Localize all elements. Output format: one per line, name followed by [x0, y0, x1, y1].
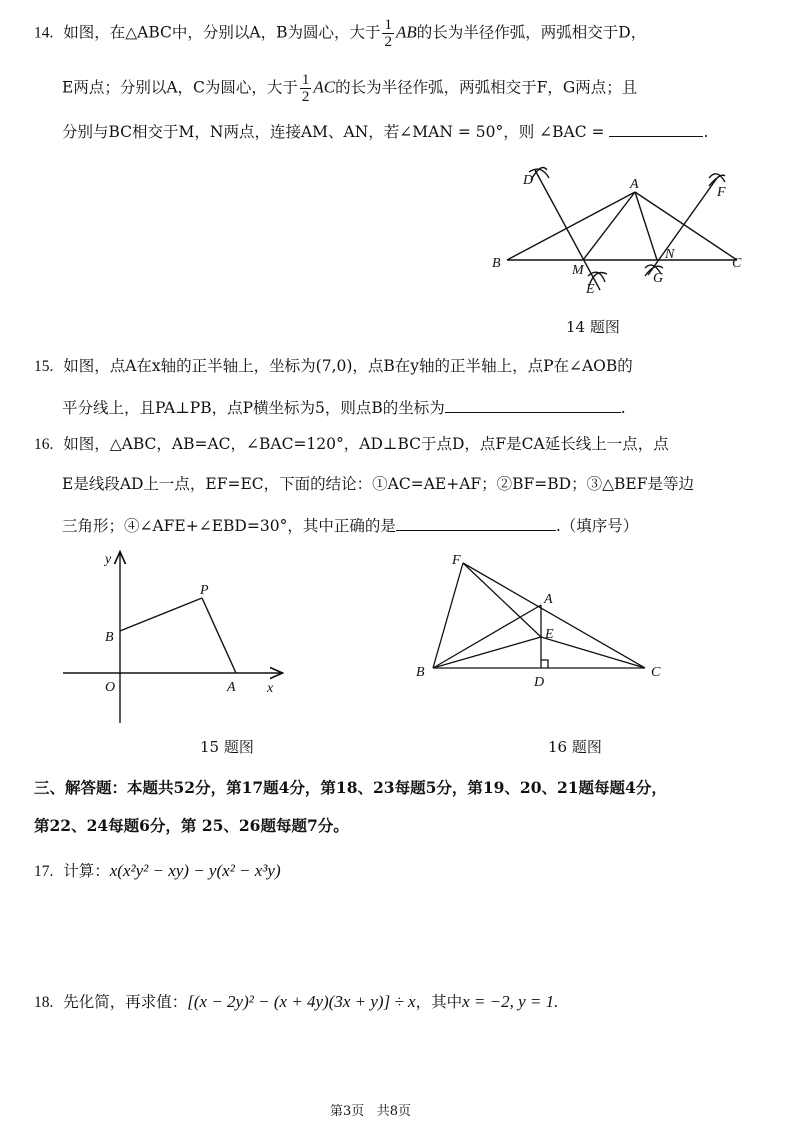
q14-fraction-1 — [382, 17, 394, 50]
right-angle-mark — [541, 660, 548, 668]
q14-number: 14. — [34, 24, 54, 42]
segment-fe — [463, 563, 541, 637]
label-a: A — [630, 177, 639, 192]
q16-caption: 16 题图 — [548, 738, 602, 756]
segment-be — [433, 637, 541, 668]
q18-condition-text: ，其中 — [415, 993, 463, 1011]
label-c: C — [732, 256, 742, 271]
segment-bp — [120, 598, 202, 631]
q15-figure — [55, 545, 295, 730]
q14-text-2a: E两点；分别以A，C为圆心，大于 — [62, 78, 298, 97]
label-g: G — [653, 271, 664, 286]
fraction-numerator: 1 — [384, 17, 392, 33]
segment-ac — [635, 192, 737, 260]
q16-text-3: 三角形；④∠AFE+∠EBD=30°，其中正确的是 — [62, 517, 396, 535]
q14-end-period: . — [703, 123, 709, 141]
q18-number: 18. — [34, 994, 54, 1011]
q18-expression: [(x − 2y)² − (x + 4y)(3x + y)] ÷ x — [187, 992, 416, 1011]
q14-text-1a: 如图，在△ABC中，分别以A，B为圆心，大于 — [63, 23, 381, 42]
q16-text-2: E是线段AD上一点，EF=EC，下面的结论：①AC=AE+AF；②BF=BD；③△BEF是等边 — [62, 475, 694, 493]
label-e: E — [545, 627, 554, 642]
segment-fc — [463, 563, 645, 668]
label-b: B — [105, 630, 114, 645]
label-e: E — [586, 282, 595, 297]
segment-pa — [202, 598, 236, 673]
q16-answer-blank — [396, 514, 556, 531]
q18-text: 先化简，再求值： — [63, 993, 188, 1011]
label-c: C — [651, 665, 661, 680]
q14-line3 — [62, 120, 708, 142]
segment-am — [583, 192, 635, 260]
label-b: B — [492, 256, 501, 271]
segment-an — [635, 192, 657, 260]
segment-ba — [433, 605, 541, 668]
label-x: x — [267, 681, 274, 696]
q16-end-note: .（填序号） — [555, 517, 639, 535]
label-y: y — [105, 552, 112, 567]
page-footer — [330, 1100, 411, 1119]
q14-segment-ac: AC — [313, 77, 336, 97]
q15-text-1: 如图，点A在x轴的正半轴上，坐标为(7,0)，点B在y轴的正半轴上，点P在∠AOB的 — [63, 357, 633, 375]
label-d: D — [534, 675, 545, 690]
q18 — [34, 992, 558, 1013]
q18-condition: x = −2, y = 1. — [462, 992, 559, 1011]
q15-text-2: 平分线上，且PA⊥PB，点P横坐标为5，则点B的坐标为 — [62, 399, 445, 417]
q15-number: 15. — [34, 358, 54, 375]
q14-figure — [485, 150, 755, 300]
q14-line1 — [34, 17, 646, 50]
label-b: B — [416, 665, 425, 680]
q15-line1 — [34, 356, 633, 377]
q17-text: 计算： — [63, 862, 110, 880]
q16-text-1: 如图，△ABC，AB=AC，∠BAC=120°，AD⊥BC于点D，点F是CA延长线上一点，点 — [63, 435, 669, 453]
q14-fraction-2 — [300, 72, 312, 105]
q16-figure — [408, 548, 678, 693]
fraction-numerator: 1 — [301, 72, 310, 88]
q16-line3 — [62, 514, 638, 536]
q14-answer-blank — [609, 120, 703, 137]
q14-caption: 14 题图 — [566, 318, 620, 336]
segment-bf — [433, 563, 463, 668]
label-n: N — [665, 247, 675, 262]
label-o: O — [105, 680, 116, 695]
q15-caption: 15 题图 — [200, 738, 254, 756]
label-a: A — [227, 680, 236, 695]
section3-header-line2: 第22、24每题6分，第 25、26题每题7分。 — [34, 816, 349, 835]
q14-segment-ab: AB — [395, 22, 417, 42]
label-d: D — [523, 173, 534, 188]
q15-line2 — [62, 396, 626, 418]
q16-line2 — [62, 474, 694, 494]
label-m: M — [572, 263, 584, 278]
label-f: F — [452, 553, 461, 568]
page-number: 第3页 — [330, 1104, 365, 1119]
q17 — [34, 861, 281, 882]
segment-ab — [507, 192, 635, 260]
q14-text-1b: 的长为半径作弧，两弧相交于D， — [416, 23, 647, 42]
q15-answer-blank — [445, 396, 621, 413]
page-total: 共8页 — [376, 1104, 411, 1119]
q14-text-3: 分别与BC相交于M，N两点，连接AM、AN，若∠MAN = 50°，则 ∠BAC = — [62, 123, 605, 141]
label-p: P — [200, 583, 209, 598]
q14-line2 — [62, 72, 637, 105]
q17-expression: x(x²y² − xy) − y(x² − x³y) — [109, 861, 281, 880]
q16-number: 16. — [34, 436, 54, 453]
fraction-denominator: 2 — [384, 34, 392, 50]
fraction-denominator: 2 — [301, 89, 310, 105]
label-a: A — [544, 592, 553, 607]
q16-line1 — [34, 434, 669, 455]
q17-number: 17. — [34, 863, 54, 880]
q15-end-period: . — [620, 399, 626, 417]
label-f: F — [717, 185, 726, 200]
section3-header-line1: 三、解答题：本题共52分，第17题4分，第18、23每题5分，第19、20、21题每题4分， — [34, 778, 667, 797]
perpendicular-bisector-de — [535, 170, 600, 290]
segment-ec — [541, 637, 645, 668]
q14-text-2b: 的长为半径作弧，两弧相交于F，G两点；且 — [335, 78, 638, 97]
